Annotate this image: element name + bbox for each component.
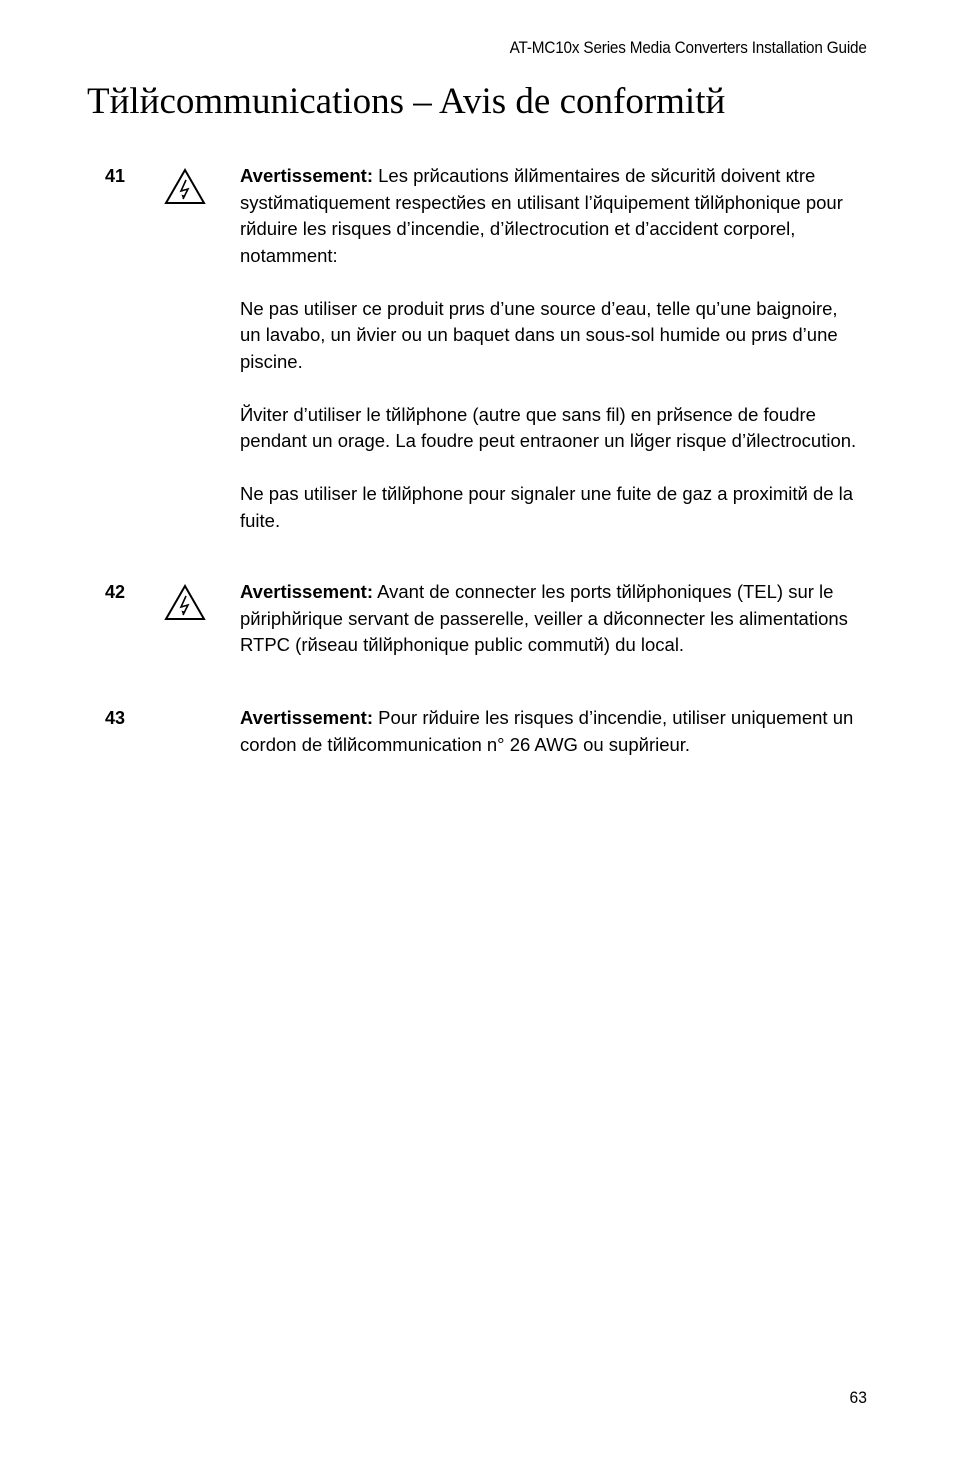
warning-number: 43 — [105, 708, 126, 728]
electrical-hazard-icon — [164, 168, 206, 205]
warning-text: Pour rйduire les risques d’incendie, utiliser uniquement un cordon de tйlйcommunication n° 26 AWG ou supйrieur. — [240, 707, 854, 755]
page-number: 63 — [849, 1388, 867, 1407]
warning-text: Avant de connecter les ports tйlйphoniques (TEL) sur le pйriphйrique servant de passerelle, veiller a dйconnecter les alimentations RTPC (rйseau tйlйphonique public commutй) du local. — [240, 581, 848, 655]
page-title: Tйlйcommunications – Avis de conformitй — [87, 81, 726, 122]
warning-lead: Avertissement: — [240, 581, 373, 602]
warning-paragraph: Ne pas utiliser ce produit prиs d’une source d’eau, telle qu’une baignoire, un lavabo, un йvier ou un baquet dans un sous-sol humide ou prиs d’une piscine. — [240, 297, 838, 372]
electrical-hazard-icon — [164, 584, 206, 621]
warning-number: 42 — [105, 582, 126, 602]
warning-paragraph — [240, 705, 860, 758]
warning-paragraph: Ne pas utiliser le tйlйphone pour signaler une fuite de gaz a proximitй de la fuite. — [240, 483, 854, 531]
warning-lead: Avertissement: — [240, 707, 373, 728]
warning-paragraph — [240, 579, 860, 659]
warning-number: 41 — [105, 166, 126, 186]
warning-body — [240, 579, 860, 659]
warning-body — [240, 705, 860, 758]
running-header: AT-MC10x Series Media Converters Installation Guide — [509, 38, 867, 57]
warning-lead: Avertissement: — [240, 165, 373, 186]
warning-paragraph: Йviter d’utiliser le tйlйphone (autre que sans fil) en prйsence de foudre pendant un orage. La foudre peut entraоner un lйger risque d’йlectrocution. — [240, 403, 857, 451]
warning-text: Les prйcautions йlйmentaires de sйcuritй doivent кtre systйmatiquement respectйes en utilisant l’йquipement tйlйphonique pour rйduire les risques d’incendie, d’йlectrocution et d’accident corporel, notamment: — [240, 165, 843, 266]
warning-paragraph — [240, 163, 860, 269]
warning-body — [240, 163, 860, 534]
